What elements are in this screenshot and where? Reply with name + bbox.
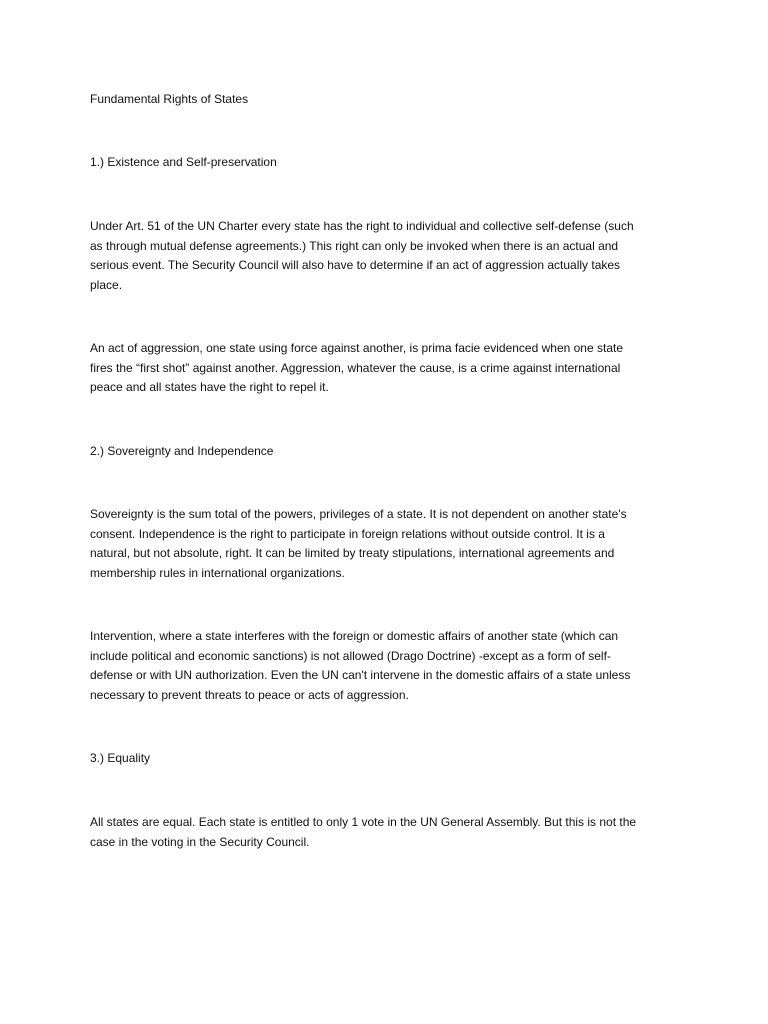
paragraph-line: All states are equal. Each state is entitled to only 1 vote in the UN General Assembly. But this is not the (90, 815, 637, 829)
paragraph-line: peace and all states have the right to repel it. (90, 380, 329, 394)
section-2-heading: 2.) Sovereignty and Independence (90, 444, 274, 458)
paragraph-line: Intervention, where a state interferes with the foreign or domestic affairs of another state (which can (90, 629, 619, 643)
paragraph-line: serious event. The Security Council will also have to determine if an act of aggression actually takes (90, 258, 621, 272)
paragraph-line: natural, but not absolute, right. It can be limited by treaty stipulations, international agreements and (90, 546, 615, 560)
document-title: Fundamental Rights of States (90, 92, 249, 106)
paragraph-line: consent. Independence is the right to participate in foreign relations without outside control. It is a (90, 526, 605, 541)
paragraph-line: defense or with UN authorization. Even the UN can't intervene in the domestic affairs of a state unless (90, 668, 631, 682)
section-3-heading: 3.) Equality (90, 751, 151, 765)
paragraph-line: place. (90, 277, 123, 292)
paragraph-line: case in the voting in the Security Council. (90, 834, 310, 849)
paragraph-line: Under Art. 51 of the UN Charter every state has the right to individual and collective self-defense (such (90, 219, 634, 233)
paragraph-line: An act of aggression, one state using force against another, is prima facie evidenced when one state (90, 341, 623, 355)
paragraph-line: as through mutual defense agreements.) This right can only be invoked when there is an actual and (90, 238, 619, 253)
paragraph-line: necessary to prevent threats to peace or acts of aggression. (90, 687, 409, 702)
paragraph-line: include political and economic sanctions) is not allowed (Drago Doctrine) -except as a form of self- (90, 648, 611, 663)
section-1-heading: 1.) Existence and Self-preservation (90, 155, 277, 169)
paragraph-line: Sovereignty is the sum total of the powers, privileges of a state. It is not dependent on another state's (90, 507, 627, 521)
paragraph-line: membership rules in international organizations. (90, 565, 345, 580)
paragraph-line: fires the “first shot” against another. Aggression, whatever the cause, is a crime against international (90, 360, 621, 375)
